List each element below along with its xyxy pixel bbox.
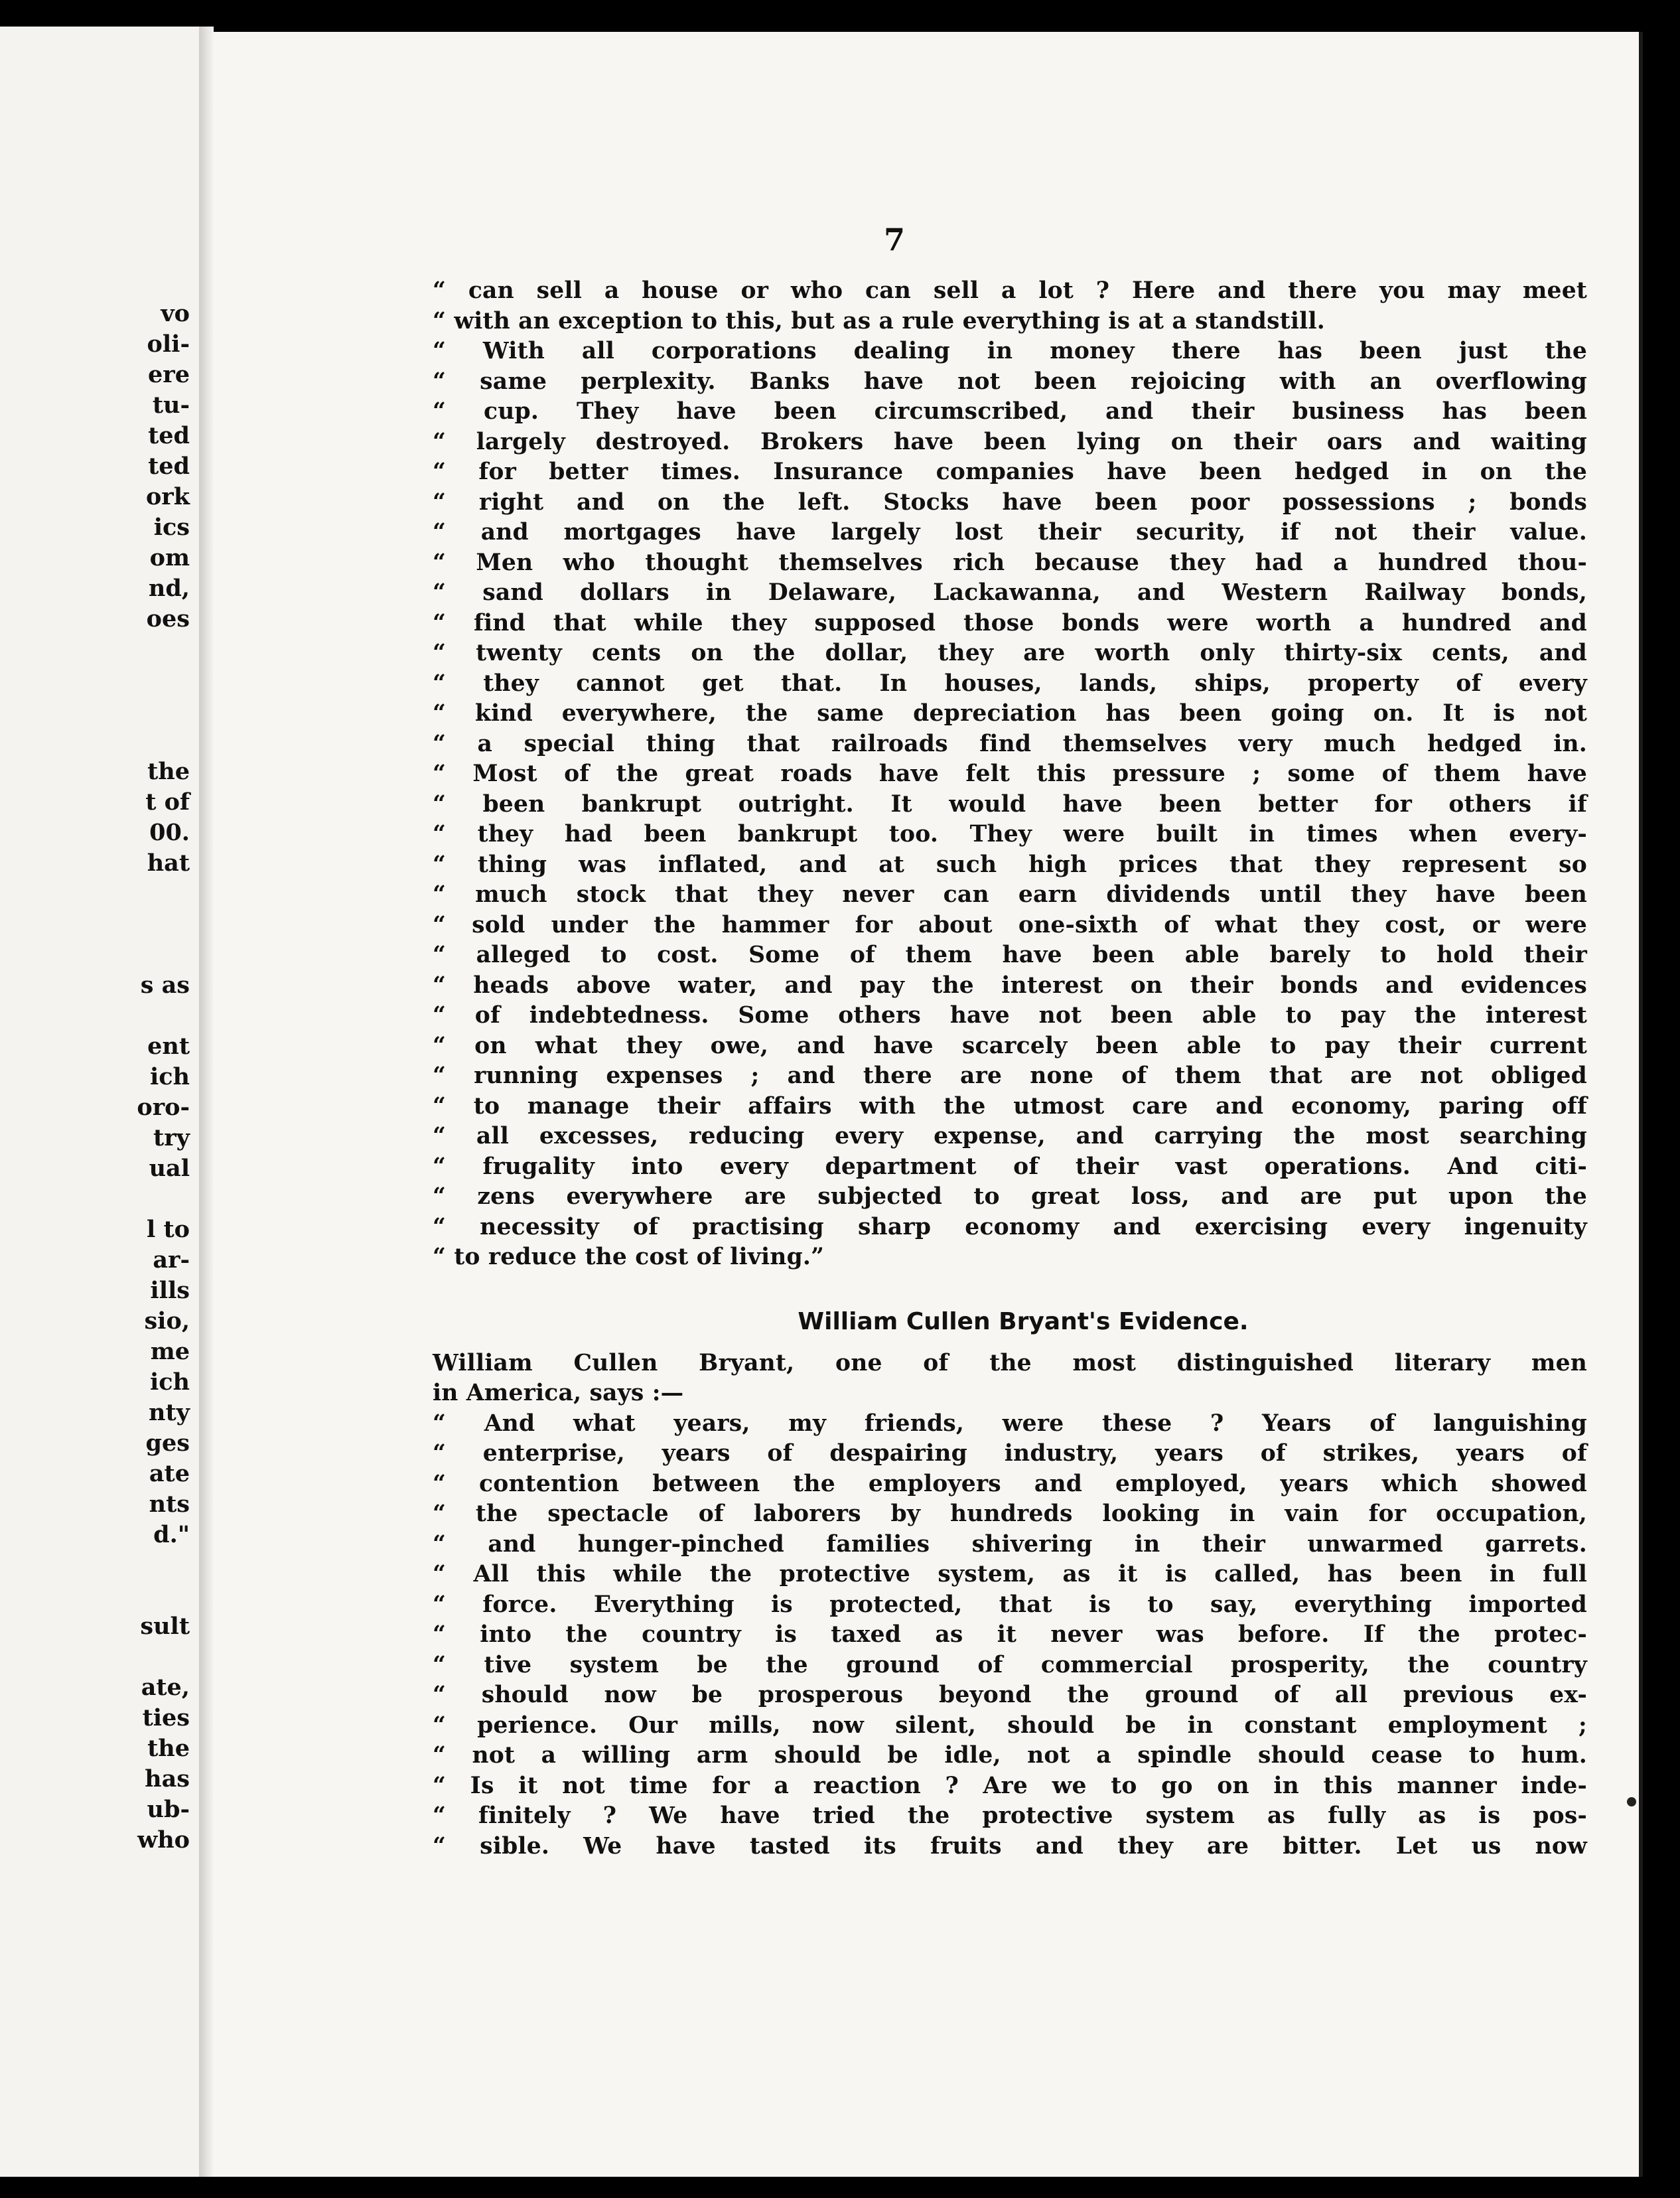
text-line: “ sand dollars in Delaware, Lackawanna, and Western Railway bonds, — [433, 579, 1587, 606]
fragment-line: ted — [148, 453, 190, 480]
text-line: William Cullen Bryant, one of the most distinguished literary men — [433, 1349, 1587, 1376]
text-line: “ sible. We have tasted its fruits and they are bitter. Let us now — [433, 1832, 1587, 1860]
text-line: “ and hunger-pinched families shivering in their unwarmed garrets. — [433, 1530, 1587, 1558]
fragment-line: has — [145, 1765, 190, 1793]
fragment-line: ics — [153, 514, 190, 541]
text-line: “ can sell a house or who can sell a lot ? Here and there you may meet — [433, 277, 1587, 304]
fragment-line: ted — [148, 422, 190, 449]
fragment-line: tu- — [152, 392, 190, 419]
fragment-line: oro- — [137, 1094, 190, 1121]
fragment-line — [137, 634, 190, 665]
text-line: “ should now be prosperous beyond the ground of all previous ex- — [433, 1682, 1587, 1708]
fragment-line: nts — [149, 1491, 190, 1518]
fragment-line: ills — [150, 1277, 190, 1304]
text-line: “ right and on the left. Stocks have been poor possessions ; bonds — [433, 488, 1587, 516]
text-line: “ and mortgages have largely lost their security, if not their value. — [433, 519, 1587, 546]
fragment-line — [137, 1642, 190, 1672]
fragment-line: nty — [149, 1399, 190, 1426]
text-line: “ sold under the hammer for about one-sixth of what they cost, or were — [433, 911, 1587, 938]
fragment-line: oes — [146, 605, 190, 632]
fragment-line: hat — [147, 849, 190, 877]
fragment-line: om — [149, 544, 190, 571]
text-line: “ perience. Our mills, now silent, should be in constant employment ; — [433, 1712, 1587, 1739]
text-line: in America, says :— — [433, 1380, 684, 1406]
book-gutter — [199, 27, 214, 2177]
fragment-line: l to — [147, 1216, 190, 1243]
text-line: “ frugality into every department of their vast operations. And citi- — [433, 1153, 1587, 1180]
fragment-line: ar- — [153, 1246, 190, 1274]
text-line: “ running expenses ; and there are none of them that are not obliged — [433, 1062, 1587, 1089]
text-line: “ they had been bankrupt too. They were built in times when every- — [433, 821, 1587, 847]
text-line: “ to reduce the cost of living.” — [433, 1244, 825, 1270]
quote-section-2 — [433, 1349, 1587, 1862]
text-line: “ alleged to cost. Some of them have been able barely to hold their — [433, 942, 1587, 968]
fragment-line — [137, 909, 190, 940]
text-line: “ the spectacle of laborers by hundreds looking in vain for occupation, — [433, 1501, 1587, 1527]
fragment-line: s as — [140, 972, 190, 999]
text-line: “ twenty cents on the dollar, they are worth only thirty-six cents, and — [433, 640, 1587, 666]
text-line: “ contention between the employers and employed, years which showed — [433, 1470, 1587, 1497]
text-line: “ tive system be the ground of commercial prosperity, the country — [433, 1651, 1587, 1678]
text-line: “ with an exception to this, but as a rule everything is at a standstill. — [433, 307, 1325, 334]
text-line: “ cup. They have been circumscribed, and their business has been — [433, 398, 1587, 425]
main-page — [214, 32, 1639, 2177]
text-line: “ same perplexity. Banks have not been rejoicing with an overflowing — [433, 368, 1587, 395]
text-line: “ With all corporations dealing in money there has been just the — [433, 338, 1587, 364]
fragment-line: try — [153, 1124, 190, 1151]
text-line: “ been bankrupt outright. It would have been better for others if — [433, 790, 1587, 818]
fragment-line: ork — [145, 483, 190, 510]
section-heading: William Cullen Bryant's Evidence. — [798, 1307, 1249, 1335]
fragment-line: vo — [161, 300, 190, 327]
text-line: “ heads above water, and pay the interest on their bonds and evidences — [433, 972, 1587, 999]
fragment-line: ich — [149, 1063, 190, 1090]
text-line: “ All this while the protective system, as it is called, has been in full — [433, 1561, 1587, 1587]
fragment-line: sult — [140, 1613, 190, 1640]
fragment-line — [137, 726, 190, 757]
fragment-line: the — [147, 758, 190, 785]
text-line: “ not a willing arm should be idle, not a spindle should cease to hum. — [433, 1742, 1587, 1769]
fragment-line — [137, 1581, 190, 1611]
text-line: “ Men who thought themselves rich because they had a hundred thou- — [433, 549, 1587, 576]
text-line: “ all excesses, reducing every expense, and carrying the most searching — [433, 1123, 1587, 1149]
text-line: “ to manage their affairs with the utmost care and economy, paring off — [433, 1092, 1587, 1120]
fragment-line — [137, 1550, 190, 1581]
text-line: “ for better times. Insurance companies have been hedged in on the — [433, 459, 1587, 485]
text-line: “ necessity of practising sharp economy and exercising every ingenuity — [433, 1213, 1587, 1240]
text-line: “ much stock that they never can earn dividends until they have been — [433, 881, 1587, 908]
text-line: “ Is it not time for a reaction ? Are we to go on in this manner inde- — [433, 1772, 1587, 1799]
fragment-line — [137, 940, 190, 970]
fragment-line: sio, — [144, 1307, 190, 1335]
facing-page-text-fragment — [137, 299, 190, 1856]
fragment-line: ual — [149, 1155, 190, 1182]
fragment-line: ate, — [141, 1674, 190, 1701]
text-line: “ finitely ? We have tried the protective system as fully as is pos- — [433, 1802, 1587, 1829]
text-line: “ And what years, my friends, were these ? Years of languishing — [433, 1410, 1587, 1437]
fragment-line: ere — [148, 361, 190, 388]
text-line: “ a special thing that railroads find themselves very much hedged in. — [433, 730, 1587, 757]
ink-mark — [1627, 1797, 1636, 1806]
fragment-line: 00. — [149, 819, 190, 846]
text-line: “ kind everywhere, the same depreciation has been going on. It is not — [433, 700, 1587, 727]
text-line: “ find that while they supposed those bonds were worth a hundred and — [433, 609, 1587, 636]
text-line: “ force. Everything is protected, that is to say, everything imported — [433, 1591, 1587, 1618]
facing-page — [0, 27, 201, 2177]
text-line: “ of indebtedness. Some others have not been able to pay the interest — [433, 1002, 1587, 1029]
text-line: “ enterprise, years of despairing industry, years of strikes, years of — [433, 1440, 1587, 1467]
fragment-line: nd, — [148, 575, 190, 602]
fragment-line — [137, 665, 190, 696]
body-text — [433, 276, 1587, 1862]
fragment-line: ges — [145, 1429, 190, 1457]
fragment-line — [137, 1184, 190, 1214]
fragment-line: ub- — [147, 1796, 190, 1823]
fragment-line: me — [150, 1338, 190, 1365]
fragment-line: the — [147, 1735, 190, 1762]
page-number: 7 — [884, 222, 906, 257]
text-line: “ thing was inflated, and at such high prices that they represent so — [433, 851, 1587, 878]
fragment-line: oli- — [147, 330, 190, 358]
fragment-line: ate — [149, 1460, 190, 1487]
text-line: “ they cannot get that. In houses, lands, ships, property of every — [433, 670, 1587, 697]
text-line: “ zens everywhere are subjected to great loss, and are put upon the — [433, 1183, 1587, 1210]
text-line: “ largely destroyed. Brokers have been lying on their oars and waiting — [433, 428, 1587, 455]
fragment-line: t of — [145, 788, 190, 816]
quote-section-1 — [433, 276, 1587, 1273]
fragment-line: d." — [153, 1521, 190, 1548]
text-line: “ Most of the great roads have felt this pressure ; some of them have — [433, 761, 1587, 787]
text-line: “ into the country is taxed as it never was before. If the protec- — [433, 1621, 1587, 1648]
fragment-line — [137, 879, 190, 909]
fragment-line: who — [137, 1826, 190, 1854]
fragment-line — [137, 696, 190, 726]
fragment-line: ich — [149, 1368, 190, 1396]
fragment-line: ties — [142, 1704, 190, 1731]
section-spacer — [433, 1273, 1587, 1295]
fragment-line — [137, 1001, 190, 1031]
text-line: “ on what they owe, and have scarcely been able to pay their current — [433, 1032, 1587, 1059]
fragment-line: ent — [147, 1033, 190, 1060]
